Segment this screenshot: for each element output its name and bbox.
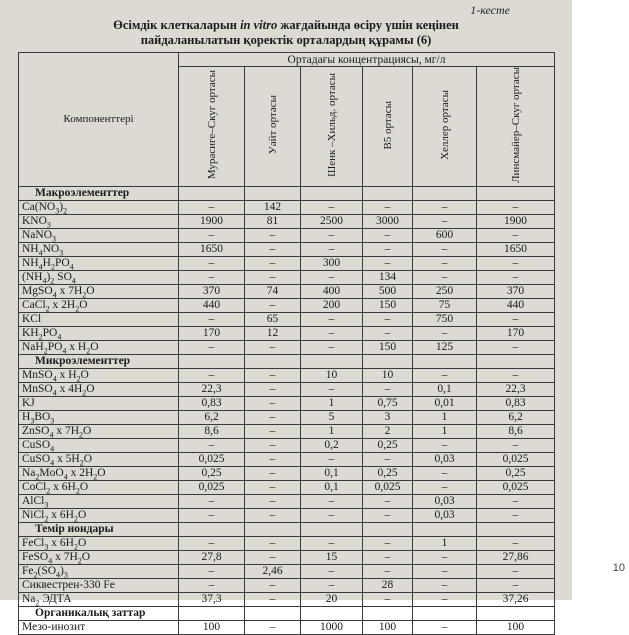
concentration-value: 0,25 [363, 466, 413, 480]
section-title: Темір иондары [19, 522, 179, 536]
concentration-value: – [363, 564, 413, 578]
empty-cell [179, 606, 245, 620]
component-name: CoCl$_2$ x $6H_2O$ [19, 480, 179, 494]
concentration-value: 0,1 [413, 382, 477, 396]
concentration-value: – [363, 326, 413, 340]
empty-cell [413, 354, 477, 368]
component-name: $KNO_3$ [19, 214, 179, 228]
table-row [19, 340, 555, 354]
concentration-value: – [413, 564, 477, 578]
medium-header [301, 67, 363, 187]
empty-cell [477, 354, 555, 368]
concentration-value: 27,8 [179, 550, 245, 564]
section-row [19, 186, 555, 200]
concentration-value: – [363, 256, 413, 270]
component-name: FeSO$_4$ x $7H_2O$ [19, 550, 179, 564]
concentration-value: – [301, 452, 363, 466]
concentration-value: 1 [413, 424, 477, 438]
concentration-value: – [245, 508, 301, 522]
concentration-value: 0,1 [301, 480, 363, 494]
component-name: KCl [19, 312, 179, 326]
concentration-value: 100 [363, 620, 413, 634]
medium-header-label: Уайт ортасы [266, 95, 279, 155]
table-row [19, 284, 555, 298]
concentration-value: 0,25 [363, 438, 413, 452]
table-row [19, 620, 555, 634]
concentration-value: 170 [179, 326, 245, 340]
table-row [19, 326, 555, 340]
concentration-value: 8,6 [179, 424, 245, 438]
concentration-value: 1900 [477, 214, 555, 228]
component-name: Сиквестрен-330 Fe [19, 578, 179, 592]
concentration-value: – [477, 200, 555, 214]
concentration-value: – [363, 536, 413, 550]
concentration-value: 1650 [179, 242, 245, 256]
concentration-value: – [363, 494, 413, 508]
concentration-header: Ортадағы концентрациясы, мг/л [179, 53, 555, 67]
component-name: $NH_4NO_3$ [19, 242, 179, 256]
table-row [19, 242, 555, 256]
component-name: CuSO$_4$ x $5H_2O$ [19, 452, 179, 466]
concentration-value: 134 [363, 270, 413, 284]
concentration-value: 0,25 [179, 466, 245, 480]
title-part-a: Өсімдік клеткаларын [113, 18, 237, 32]
concentration-value: 15 [301, 550, 363, 564]
concentration-value: – [245, 242, 301, 256]
concentration-value: 1 [413, 536, 477, 550]
table-row [19, 368, 555, 382]
table-row [19, 438, 555, 452]
concentration-value: – [363, 382, 413, 396]
concentration-value: – [245, 592, 301, 606]
concentration-value: – [245, 438, 301, 452]
concentration-value: – [179, 228, 245, 242]
concentration-value: – [413, 368, 477, 382]
table-row [19, 508, 555, 522]
concentration-value: – [179, 494, 245, 508]
table-row [19, 564, 555, 578]
medium-header [413, 67, 477, 187]
component-name: $H_3BO_3$ [19, 410, 179, 424]
concentration-value: 0,2 [301, 438, 363, 452]
concentration-value: 65 [245, 312, 301, 326]
medium-header [245, 67, 301, 187]
concentration-value: 170 [477, 326, 555, 340]
table-row [19, 424, 555, 438]
concentration-value: – [245, 578, 301, 592]
concentration-value: – [477, 438, 555, 452]
empty-cell [245, 606, 301, 620]
concentration-value: 3 [363, 410, 413, 424]
concentration-value: 27,86 [477, 550, 555, 564]
concentration-value: – [363, 508, 413, 522]
concentration-value: – [413, 578, 477, 592]
concentration-value: 2500 [301, 214, 363, 228]
concentration-value: – [179, 256, 245, 270]
concentration-value: – [413, 256, 477, 270]
medium-header-label: Линсмайер–Скуг ортасы [509, 67, 522, 183]
concentration-value: 81 [245, 214, 301, 228]
concentration-value: – [179, 340, 245, 354]
empty-cell [477, 522, 555, 536]
title-part-c: жағдайында өсіру үшін кеңінен [280, 18, 459, 32]
component-name: MnSO$_4$ x $4H_2O$ [19, 382, 179, 396]
table-row [19, 214, 555, 228]
concentration-value: 0,025 [179, 480, 245, 494]
concentration-value: – [179, 270, 245, 284]
concentration-value: – [301, 242, 363, 256]
concentration-value: – [413, 592, 477, 606]
concentration-value: 37,3 [179, 592, 245, 606]
concentration-value: 600 [413, 228, 477, 242]
concentration-value: – [301, 382, 363, 396]
concentration-value: – [477, 256, 555, 270]
concentration-value: 300 [301, 256, 363, 270]
component-name: KJ [19, 396, 179, 410]
component-name: AlCl$_3$ [19, 494, 179, 508]
table-row [19, 536, 555, 550]
concentration-value: – [245, 228, 301, 242]
concentration-value: – [301, 200, 363, 214]
title-part-b: in vitro [240, 18, 278, 32]
page-number: 10 [612, 562, 625, 574]
concentration-value: 440 [179, 298, 245, 312]
concentration-value: – [477, 228, 555, 242]
table-row [19, 578, 555, 592]
concentration-value: – [301, 340, 363, 354]
empty-cell [245, 186, 301, 200]
concentration-value: 1650 [477, 242, 555, 256]
concentration-value: – [245, 368, 301, 382]
concentration-value: 150 [363, 340, 413, 354]
concentration-value: 142 [245, 200, 301, 214]
empty-cell [413, 186, 477, 200]
table-row [19, 550, 555, 564]
concentration-value: – [179, 536, 245, 550]
empty-cell [179, 354, 245, 368]
concentration-value: 8,6 [477, 424, 555, 438]
component-name: CuSO$_4$ [19, 438, 179, 452]
concentration-value: – [245, 410, 301, 424]
concentration-value: 0,83 [179, 396, 245, 410]
concentration-value: – [477, 368, 555, 382]
table-row [19, 494, 555, 508]
concentration-value: 500 [363, 284, 413, 298]
component-name: MnSO$_4$ x $H_2O$ [19, 368, 179, 382]
concentration-value: – [245, 270, 301, 284]
concentration-value: – [301, 578, 363, 592]
concentration-value: 125 [413, 340, 477, 354]
concentration-value: 12 [245, 326, 301, 340]
concentration-value: 150 [363, 298, 413, 312]
concentration-value: – [245, 466, 301, 480]
concentration-value: – [477, 564, 555, 578]
concentration-value: – [245, 298, 301, 312]
concentration-value: – [179, 508, 245, 522]
concentration-value: 0,1 [301, 466, 363, 480]
component-name: ZnSO$_4$ x $7H_2O$ [19, 424, 179, 438]
concentration-value: 0,25 [477, 466, 555, 480]
table-label: 1-кесте [470, 3, 510, 17]
empty-cell [301, 522, 363, 536]
table-row [19, 382, 555, 396]
concentration-value: – [245, 452, 301, 466]
concentration-value: – [179, 368, 245, 382]
concentration-value: – [245, 256, 301, 270]
concentration-value: – [245, 550, 301, 564]
table-row [19, 200, 555, 214]
concentration-value: – [477, 536, 555, 550]
empty-cell [301, 606, 363, 620]
table-row [19, 270, 555, 284]
concentration-value: – [413, 620, 477, 634]
concentration-value: – [301, 326, 363, 340]
concentration-value: – [413, 438, 477, 452]
concentration-value: – [363, 200, 413, 214]
medium-header-label: Мурасиге–Скуг ортасы [205, 70, 218, 180]
section-title: Макроэлементтер [19, 186, 179, 200]
concentration-value: 440 [477, 298, 555, 312]
concentration-value: – [301, 270, 363, 284]
concentration-value: 250 [413, 284, 477, 298]
concentration-value: – [413, 466, 477, 480]
table-row [19, 298, 555, 312]
component-name: MgSO$_4$ x $7H_2O$ [19, 284, 179, 298]
concentration-value: – [179, 578, 245, 592]
concentration-value: – [245, 340, 301, 354]
concentration-value: – [363, 312, 413, 326]
concentration-value: 74 [245, 284, 301, 298]
empty-cell [477, 186, 555, 200]
table-row [19, 228, 555, 242]
empty-cell [179, 522, 245, 536]
component-name: $(NH_4)_2$ $SO_4$ [19, 270, 179, 284]
concentration-value: – [413, 550, 477, 564]
medium-header-label: Хеллер ортасы [438, 90, 451, 160]
concentration-value: 2 [363, 424, 413, 438]
concentration-value: 37,26 [477, 592, 555, 606]
component-name: $Ca(NO_3)_2$ [19, 200, 179, 214]
section-row [19, 354, 555, 368]
concentration-value: 400 [301, 284, 363, 298]
concentration-value: – [477, 494, 555, 508]
concentration-value: – [301, 494, 363, 508]
concentration-value: 0,025 [179, 452, 245, 466]
component-name: $KH_2PO_4$ [19, 326, 179, 340]
concentration-value: – [301, 312, 363, 326]
components-header: Компоненттері [19, 53, 179, 187]
empty-cell [363, 606, 413, 620]
concentration-value: 0,03 [413, 508, 477, 522]
medium-header [179, 67, 245, 187]
concentration-value: 0,83 [477, 396, 555, 410]
table-row [19, 592, 555, 606]
concentration-value: 10 [301, 368, 363, 382]
component-name: FeCl$_3$ x $6H_2O$ [19, 536, 179, 550]
section-title: Органикалық заттар [19, 606, 179, 620]
concentration-value: 370 [477, 284, 555, 298]
concentration-value: – [413, 270, 477, 284]
table-row [19, 480, 555, 494]
concentration-value: 100 [477, 620, 555, 634]
table-row [19, 466, 555, 480]
empty-cell [245, 354, 301, 368]
component-name: $NH_4H_2PO_4$ [19, 256, 179, 270]
concentration-value: – [245, 494, 301, 508]
concentration-value: – [413, 200, 477, 214]
concentration-value: 2,46 [245, 564, 301, 578]
section-row [19, 606, 555, 620]
concentration-value: – [245, 536, 301, 550]
medium-header-label: Шенк –Хильд. ортасы [325, 73, 338, 177]
table-row [19, 410, 555, 424]
concentration-value: 0,01 [413, 396, 477, 410]
empty-cell [245, 522, 301, 536]
component-name: $NaH_2PO_4$ x $H_2O$ [19, 340, 179, 354]
component-name: $Fe_2(SO_4)_3$ [19, 564, 179, 578]
media-composition-table [18, 52, 555, 635]
concentration-value: 0,025 [363, 480, 413, 494]
concentration-value: – [245, 620, 301, 634]
concentration-value: – [477, 340, 555, 354]
concentration-value: – [477, 312, 555, 326]
concentration-value: 1900 [179, 214, 245, 228]
concentration-value: 370 [179, 284, 245, 298]
concentration-value: – [179, 200, 245, 214]
table-row [19, 312, 555, 326]
concentration-value: – [413, 214, 477, 228]
concentration-value: 1 [301, 424, 363, 438]
concentration-value: – [179, 438, 245, 452]
concentration-value: – [245, 382, 301, 396]
section-row [19, 522, 555, 536]
concentration-value: 200 [301, 298, 363, 312]
concentration-value: – [413, 480, 477, 494]
concentration-value: 0,025 [477, 480, 555, 494]
component-name: Мезо-инозит [19, 620, 179, 634]
empty-cell [413, 522, 477, 536]
concentration-value: 1000 [301, 620, 363, 634]
concentration-value: – [245, 480, 301, 494]
table-title [16, 18, 556, 48]
concentration-value: – [301, 564, 363, 578]
concentration-value: 5 [301, 410, 363, 424]
concentration-value: 75 [413, 298, 477, 312]
title-line-2: пайдаланылатын қоректік орталардың құрамы (6) [140, 33, 432, 47]
empty-cell [301, 186, 363, 200]
empty-cell [179, 186, 245, 200]
component-name: NaNO$_3$ [19, 228, 179, 242]
empty-cell [301, 354, 363, 368]
concentration-value: – [245, 424, 301, 438]
concentration-value: – [363, 592, 413, 606]
concentration-value: – [363, 550, 413, 564]
concentration-value: – [245, 396, 301, 410]
concentration-value: 22,3 [179, 382, 245, 396]
concentration-value: – [363, 242, 413, 256]
concentration-value: – [477, 270, 555, 284]
component-name: $Na_2MoO_4$ x $2H_2O$ [19, 466, 179, 480]
table-row [19, 256, 555, 270]
medium-header [363, 67, 413, 187]
concentration-value: 0,025 [477, 452, 555, 466]
empty-cell [363, 186, 413, 200]
concentration-value: 3000 [363, 214, 413, 228]
concentration-value: – [477, 578, 555, 592]
concentration-value: 1 [301, 396, 363, 410]
concentration-value: – [179, 312, 245, 326]
component-name: NiCl$_2$ x $6H_2O$ [19, 508, 179, 522]
concentration-value: 0,03 [413, 494, 477, 508]
concentration-value: – [301, 536, 363, 550]
concentration-value: 750 [413, 312, 477, 326]
concentration-value: 0,03 [413, 452, 477, 466]
concentration-value: – [179, 564, 245, 578]
component-name: $Na_2$ ЭДТА [19, 592, 179, 606]
empty-cell [363, 354, 413, 368]
medium-header-label: B5 ортасы [381, 100, 394, 150]
concentration-value: – [301, 228, 363, 242]
table-row [19, 396, 555, 410]
empty-cell [413, 606, 477, 620]
medium-header [477, 67, 555, 187]
concentration-value: 0,75 [363, 396, 413, 410]
concentration-value: – [363, 228, 413, 242]
concentration-value: 6,2 [477, 410, 555, 424]
concentration-value: 10 [363, 368, 413, 382]
concentration-value: 28 [363, 578, 413, 592]
concentration-value: 20 [301, 592, 363, 606]
concentration-value: 6,2 [179, 410, 245, 424]
concentration-value: 1 [413, 410, 477, 424]
empty-cell [477, 606, 555, 620]
concentration-value: – [413, 326, 477, 340]
concentration-value: – [413, 242, 477, 256]
table-row [19, 452, 555, 466]
concentration-value: 22,3 [477, 382, 555, 396]
empty-cell [363, 522, 413, 536]
concentration-value: – [477, 508, 555, 522]
component-name: CaCl$_2$ x $2H_2O$ [19, 298, 179, 312]
concentration-value: – [301, 508, 363, 522]
concentration-value: – [363, 452, 413, 466]
concentration-value: 100 [179, 620, 245, 634]
section-title: Микроэлементтер [19, 354, 179, 368]
